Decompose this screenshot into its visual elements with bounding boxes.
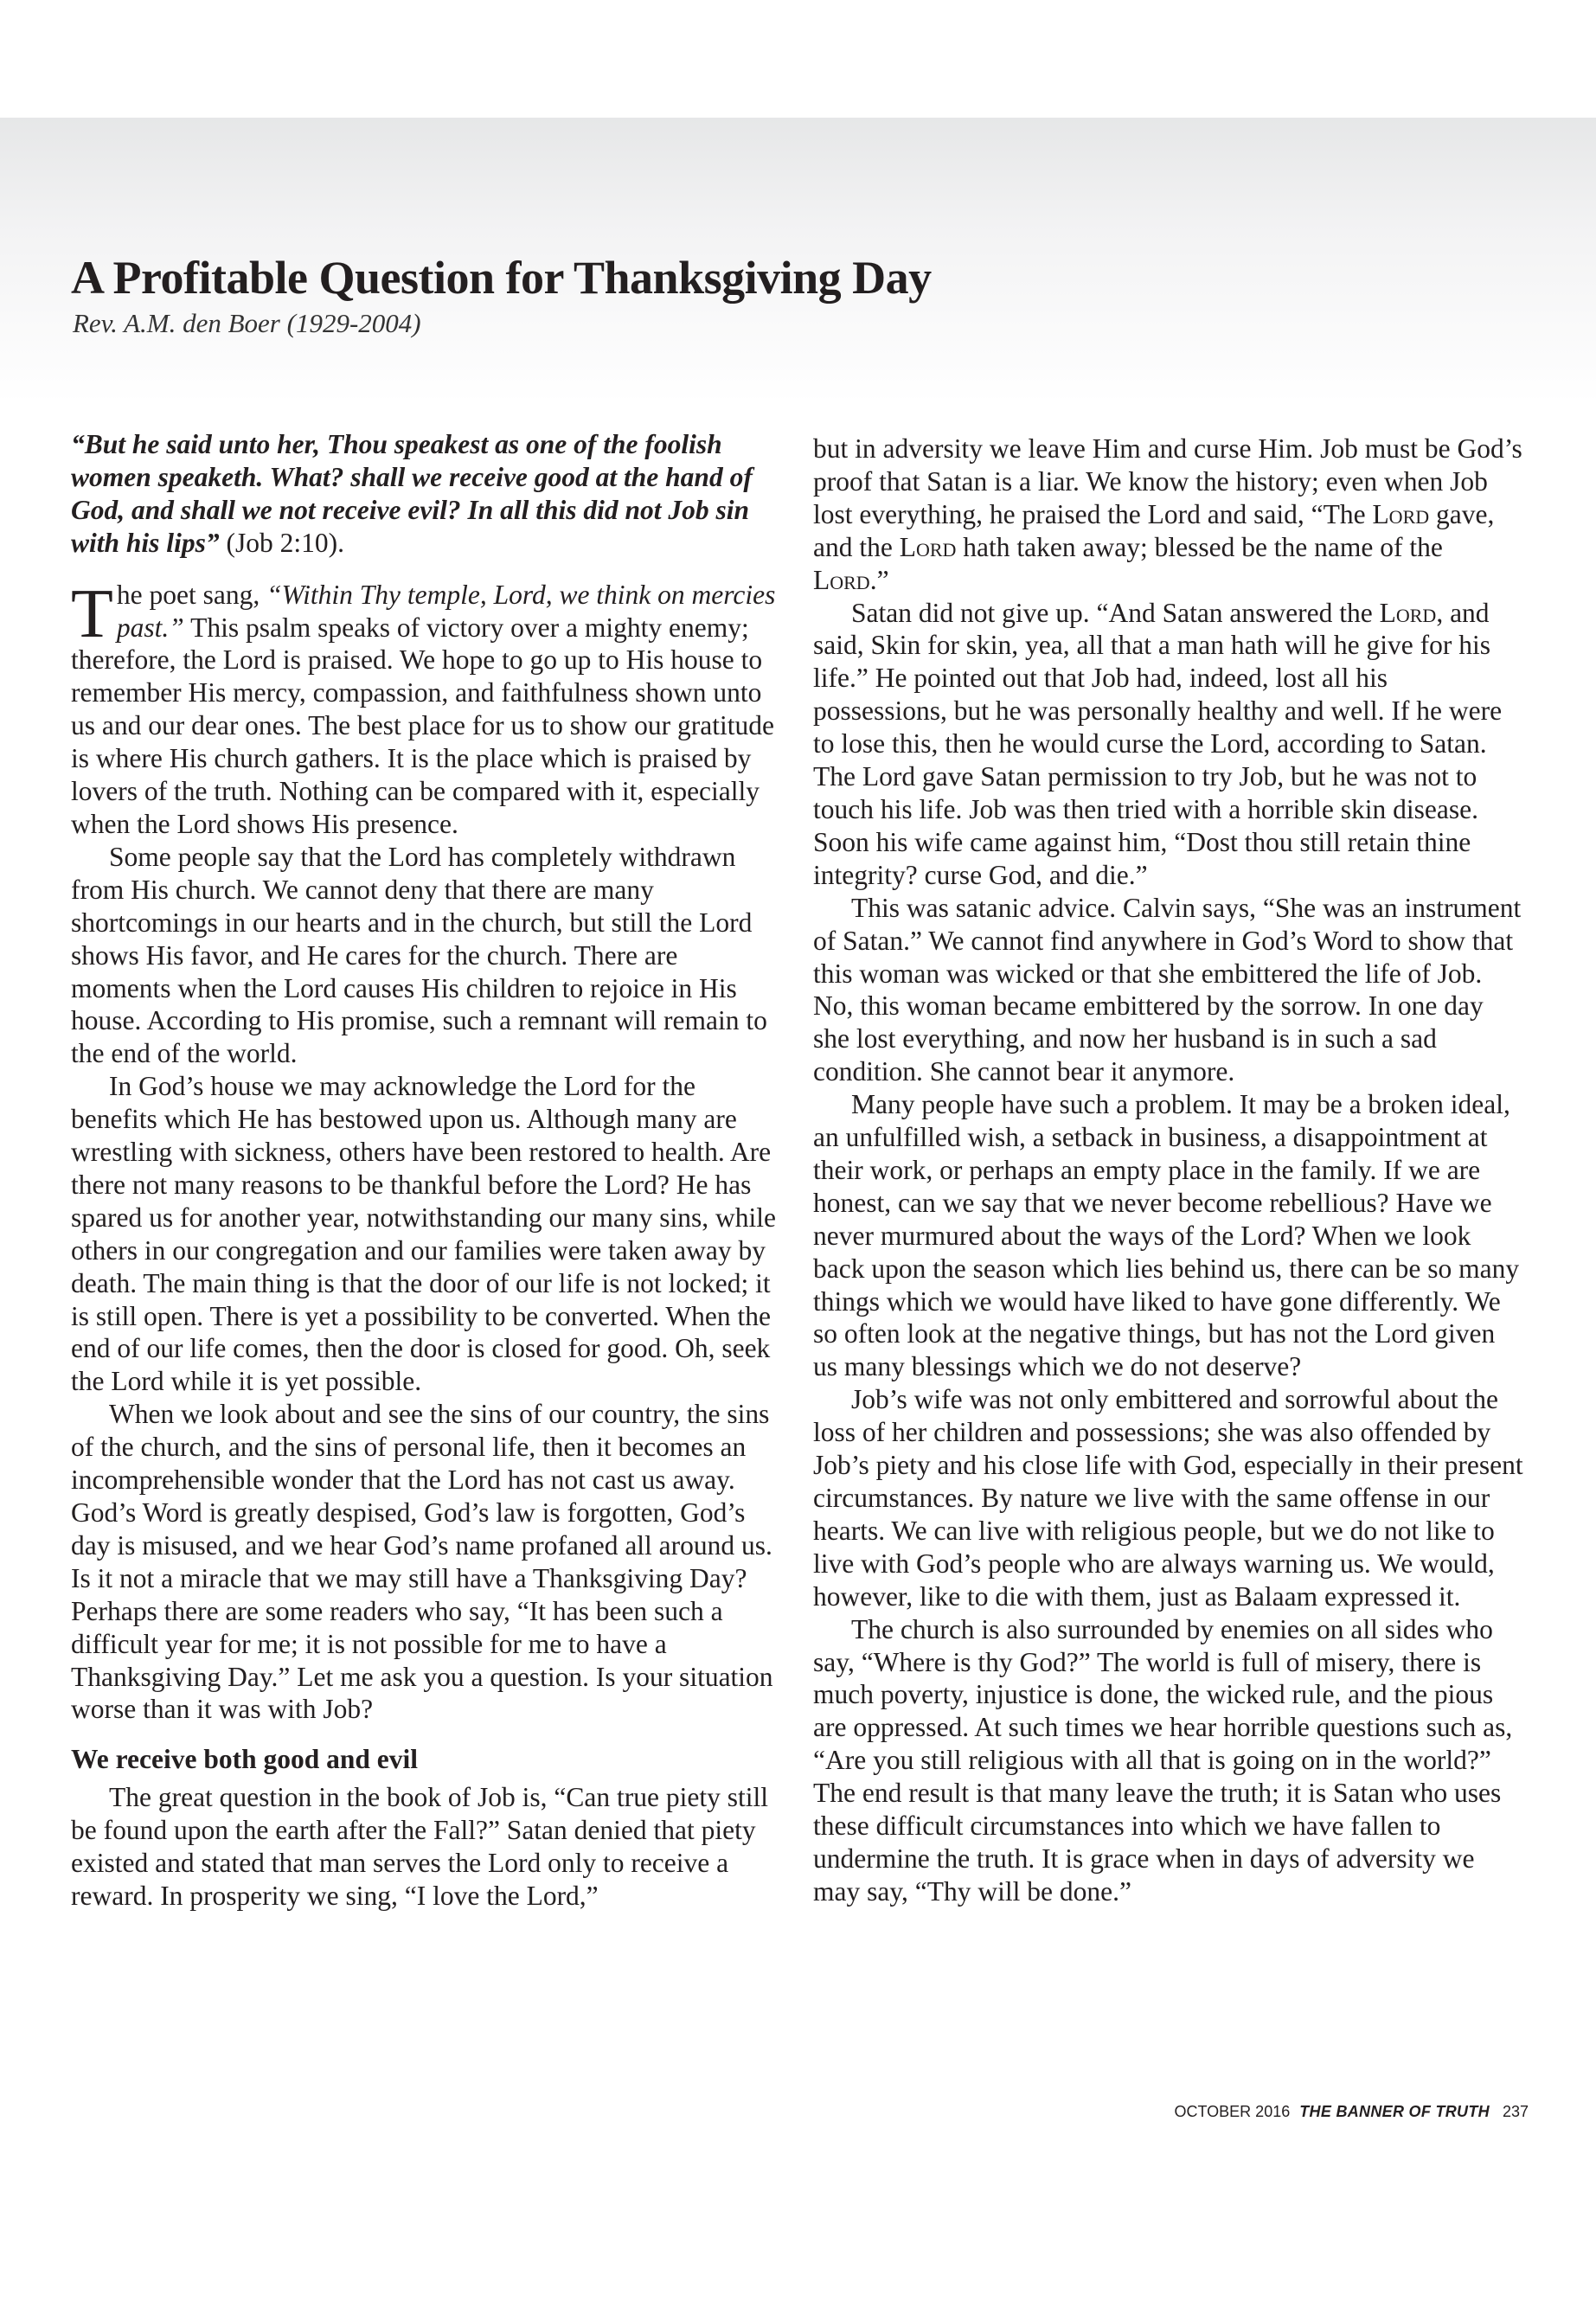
epigraph bbox=[71, 428, 782, 560]
small-caps-lord: Lord bbox=[1379, 597, 1437, 628]
paragraph bbox=[71, 575, 782, 841]
paragraph-text: he poet sang, bbox=[116, 579, 267, 610]
paragraph: In God’s house we may acknowledge the Lord for the benefits which He has bestowed upon us. Although many are wrestling with sickness, others have been restored to health. Are there not many reasons to be thankful before the Lord? He has spared us for another year, notwithstanding our many sins, while others in our congregation and our families were taken away by death. The main thing is that the door of our life is not locked; it is still open. There is yet a possibility to be converted. When the end of our life comes, then the door is closed for good. Oh, seek the Lord while it is yet possible. bbox=[71, 1071, 776, 1397]
page-number: 237 bbox=[1502, 2103, 1529, 2120]
paragraph-text: hath taken away; blessed be the name of the bbox=[956, 531, 1443, 562]
paragraph bbox=[813, 597, 1524, 892]
small-caps-lord: Lord bbox=[813, 564, 870, 595]
paragraph: When we look about and see the sins of our country, the sins of the church, and the sins of personal life, then it becomes an incomprehensible wonder that the Lord has not cast us away. God’s Word is greatly despised, God’s law is forgotten, God’s day is misused, and we hear God’s name profaned all around us. Is it not a miracle that we may still have a Thanksgiving Day? Perhaps there are some readers who say, “It has been such a difficult year for me; it is not possible for me to have a Thanksgiving Day.” Let me ask you a question. Is your situation worse than it was with Job? bbox=[71, 1399, 773, 1725]
epigraph-reference: (Job 2:10). bbox=[219, 527, 344, 558]
issue-date: OCTOBER 2016 bbox=[1174, 2103, 1291, 2120]
paragraph: The great question in the book of Job is, “Can true piety still be found upon the earth after the Fall?” Satan denied that piety existed and stated that man serves the Lord only to receive a reward. In prosperity we sing, “I love the Lord,” bbox=[71, 1782, 768, 1911]
magazine-name: THE BANNER OF TRUTH bbox=[1299, 2103, 1490, 2120]
paragraph: Many people have such a problem. It may be a broken ideal, an unfulfilled wish, a setback in business, a disappointment at their work, or perhaps an empty place in the family. If we are honest, can we say that we never become rebellious? Have we never murmured about the ways of the Lord? When we look back upon the season which lies behind us, there can be so many things which we would have liked to have gone differently. We so often look at the negative things, but has not the Lord given us many blessings which we do not deserve? bbox=[813, 1089, 1520, 1382]
paragraph-text: This psalm speaks of victory over a mighty enemy; therefore, the Lord is praised. We hope to go up to His house to remember His mercy, compassion, and faithfulness shown unto us and our dear ones. The best place for us to show our gratitude is where His church gathers. It is the place which is praised by lovers of the truth. Nothing can be compared with it, especially when the Lord shows His presence. bbox=[71, 612, 774, 839]
page-footer bbox=[1175, 2103, 1529, 2121]
paragraph-text: .” bbox=[869, 564, 889, 595]
small-caps-lord: Lord bbox=[899, 531, 957, 562]
right-column bbox=[813, 433, 1524, 1908]
poet-quote: “Within Thy temple, Lord, we think on mercies past.” bbox=[116, 579, 776, 643]
article-author: Rev. A.M. den Boer (1929-2004) bbox=[73, 308, 421, 338]
paragraph: Some people say that the Lord has completely withdrawn from His church. We cannot deny that there are many shortcomings in our hearts and in the church, but still the Lord shows His favor, and He cares for the church. There are moments when the Lord causes His children to rejoice in His house. According to His promise, such a remnant will remain to the end of the world. bbox=[71, 841, 767, 1069]
paragraph bbox=[813, 433, 1524, 597]
epigraph-quote: “But he said unto her, Thou speakest as one of the foolish women speaketh. What? shall we receive good at the hand of God, and shall we not receive evil? In all this did not Job sin with his lips” bbox=[71, 429, 753, 558]
paragraph-text: Satan did not give up. “And Satan answered the bbox=[851, 597, 1380, 628]
paragraph-text: but in adversity we leave Him and curse Him. Job must be God’s proof that Satan is a liar. We know the history; even when Job lost everything, he praised the Lord and said, “The bbox=[813, 433, 1522, 529]
paragraph-text: gave, and the bbox=[813, 498, 1495, 562]
left-column bbox=[71, 428, 782, 1913]
section-heading: We receive both good and evil bbox=[71, 1744, 419, 1775]
paragraph: The church is also surrounded by enemies on all sides who say, “Where is thy God?” The world is full of misery, there is much poverty, injustice is done, the wicked rule, and the pious are oppressed. At such times we hear horrible questions such as, “Are you still religious with all that is going on in the world?” The end result is that many leave the truth; it is Satan who uses these difficult circumstances into which we have fallen to undermine the truth. It is grace when in days of adversity we may say, “Thy will be done.” bbox=[813, 1613, 1513, 1907]
drop-cap: T bbox=[71, 575, 113, 652]
article-title: A Profitable Question for Thanksgiving Day bbox=[71, 252, 932, 304]
paragraph-text: , and said, Skin for skin, yea, all that a man hath will he give for his life.” He pointed out that Job had, indeed, lost all his possessions, but he was personally healthy and well. If he were to lose this, then he would curse the Lord, according to Satan. The Lord gave Satan permission to try Job, but he was not to touch his life. Job was then tried with a horrible skin disease. Soon his wife came against him, “Dost thou still retain thine integrity? curse God, and die.” bbox=[813, 597, 1503, 890]
paragraph: This was satanic advice. Calvin says, “She was an instrument of Satan.” We cannot find anywhere in God’s Word to show that this woman was wicked or that she embittered the life of Job. No, this woman became embittered by the sorrow. In one day she lost everything, and now her husband is in such a sad condition. She cannot bear it anymore. bbox=[813, 892, 1522, 1087]
paragraph: Job’s wife was not only embittered and sorrowful about the loss of her children and possessions; she was also offended by Job’s piety and his close life with God, especially in their present circumstances. By nature we live with the same offense in our hearts. We can live with religious people, but we do not like to live with God’s people who are always warning us. We would, however, like to die with them, just as Balaam expressed it. bbox=[813, 1384, 1523, 1612]
small-caps-lord: Lord bbox=[1372, 498, 1430, 529]
